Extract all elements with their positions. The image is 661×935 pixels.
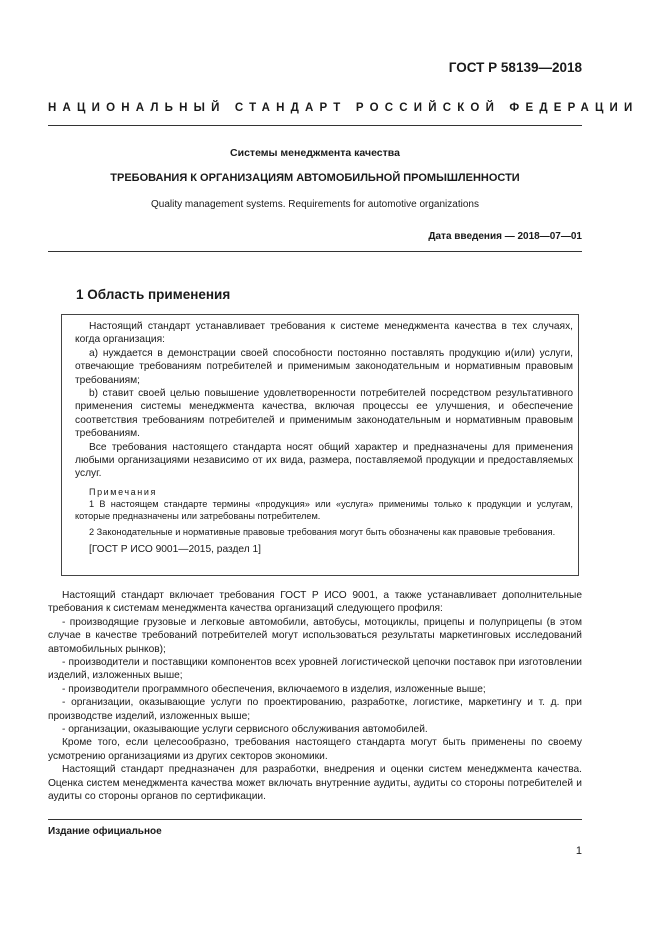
page-number: 1 [575, 845, 582, 857]
body-list-item: - организации, оказывающие услуги сервисного обслуживания автомобилей. [62, 724, 428, 736]
body-list-item: - организации, оказывающие услуги по проектированию, разработке, логистике, маркетингу и т. д. при производстве изделий, изложенных выше; [48, 697, 582, 722]
notes-label: Примечания [89, 486, 157, 497]
national-standard-banner: НАЦИОНАЛЬНЫЙ СТАНДАРТ РОССИЙСКОЙ ФЕДЕРАЦИИ [48, 102, 639, 114]
body-list-item: - производители программного обеспечения, включаемого в изделия, изложенные выше; [62, 683, 486, 695]
body-paragraph: Настоящий стандарт включает требования ГОСТ Р ИСО 9001, а также устанавливает дополнительные требования к системам менеджмента качества организаций следующего профиля: [48, 590, 582, 615]
header-divider [48, 125, 582, 126]
section-heading: 1 Область применения [76, 287, 231, 302]
title-divider [48, 251, 582, 252]
body-paragraph: Кроме того, если целесообразно, требования настоящего стандарта могут быть применены по своему усмотрению организациями из других секторов экономики. [48, 737, 582, 762]
box-paragraph: Все требования настоящего стандарта носят общий характер и предназначены для применения любыми организациями независимо от их вида, размера, поставляемой продукции и предоставляемых услуг. [75, 441, 573, 480]
note-item: 2 Законодательные и нормативные правовые требования могут быть обозначены как правовые требования. [89, 526, 556, 537]
box-paragraph: Настоящий стандарт устанавливает требования к системе менеджмента качества в тех случаях, когда организация: [75, 321, 573, 346]
english-title: Quality management systems. Requirements for automotive organizations [151, 199, 479, 210]
body-list-item: - производители и поставщики компонентов всех уровней логистической цепочки поставок при изготовлении изделий, изложенных выше; [48, 657, 582, 682]
introduction-date: Дата введения — 2018—07—01 [428, 231, 582, 242]
main-title: ТРЕБОВАНИЯ К ОРГАНИЗАЦИЯМ АВТОМОБИЛЬНОЙ ПРОМЫШЛЕННОСТИ [110, 172, 520, 184]
note-item: 1 В настоящем стандарте термины «продукция» или «услуга» применимы только к продукции и услугам, которые предназначены или затребованы потребителем. [75, 498, 573, 522]
box-paragraph: b) ставит своей целью повышение удовлетворенности потребителей посредством результативного применения системы менеджмента качества, включая процессы ее улучшения, и обеспечение соответствия требованиям потребителей и применимым законодательным и нормативным правовым требованиям. [75, 388, 573, 440]
box-paragraph: a) нуждается в демонстрации своей способности постоянно поставлять продукцию и(или) услуги, отвечающие требованиям потребителей и применимым законодательным и нормативным правовым требованиям; [75, 347, 573, 386]
edition-label: Издание официальное [48, 826, 162, 837]
footer-divider [48, 819, 582, 820]
body-list-item: - производящие грузовые и легковые автомобили, автобусы, мотоциклы, прицепы и полуприцепы (в этом случае в качестве требований потребителей могут использоваться результаты маркетинговых исследований автомобильных рынков); [48, 616, 582, 655]
reference-citation: [ГОСТ Р ИСО 9001—2015, раздел 1] [89, 544, 261, 556]
body-paragraph: Настоящий стандарт предназначен для разработки, внедрения и оценки систем менеджмента качества. Оценка систем менеджмента качества может включать внутренние аудиты, аудиты со стороны потребителей и аудиты со стороны органов по сертификации. [48, 764, 582, 803]
system-title: Системы менеджмента качества [230, 147, 400, 159]
quoted-requirements-box [61, 314, 579, 576]
body-text [48, 589, 582, 804]
standard-number: ГОСТ Р 58139—2018 [448, 60, 582, 75]
